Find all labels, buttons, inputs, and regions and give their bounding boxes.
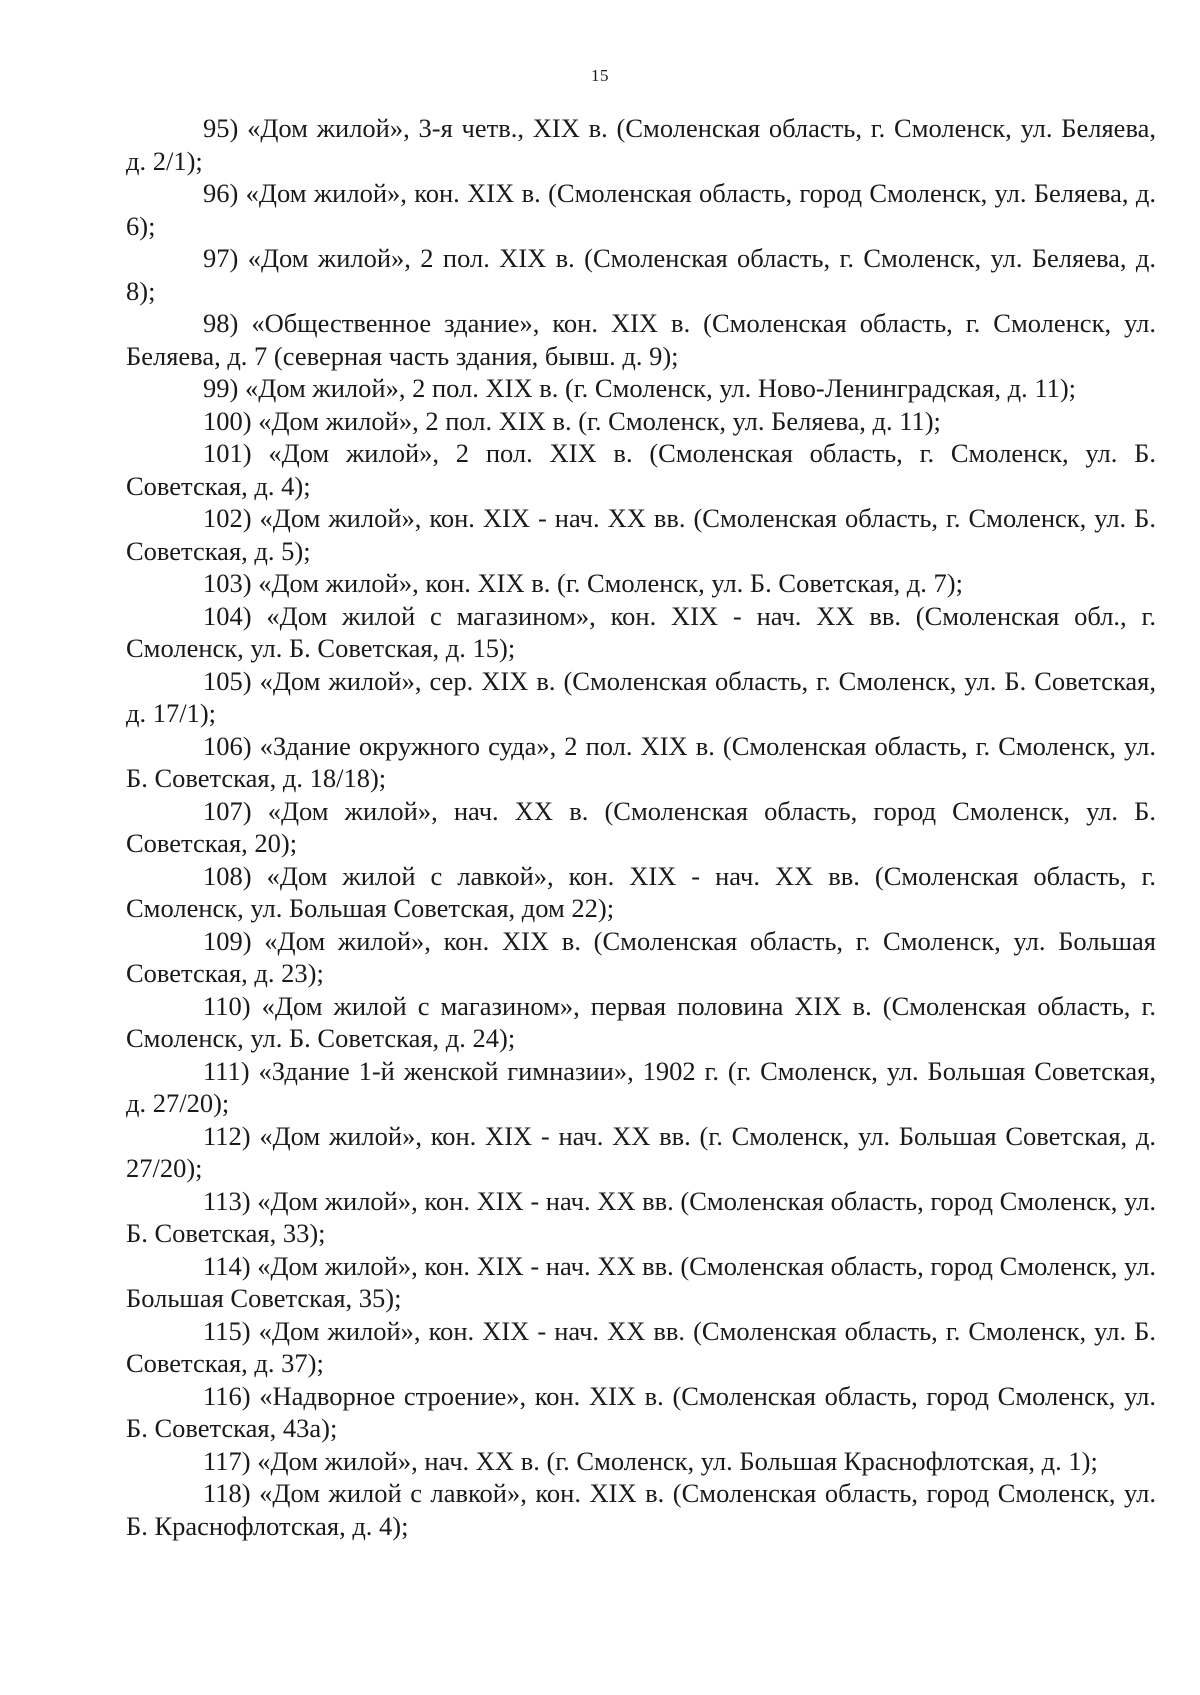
list-item: 106) «Здание окружного суда», 2 пол. XIX в. (Смоленская область, г. Смоленск, ул. Б. Советская, д. 18/18); [126,730,1156,793]
list-item: 117) «Дом жилой», нач. XX в. (г. Смоленск, ул. Большая Краснофлотская, д. 1); [203,1445,1098,1476]
list-item: 118) «Дом жилой с лавкой», кон. XIX в. (Смоленская область, город Смоленск, ул. Б. Краснофлотская, д. 4); [126,1478,1156,1541]
list-item: 99) «Дом жилой», 2 пол. XIX в. (г. Смоленск, ул. Ново-Ленинградская, д. 11); [203,373,1077,403]
list-item: 96) «Дом жилой», кон. XIX в. (Смоленская область, город Смоленск, ул. Беляева, д. 6); [126,178,1156,241]
list-item: 115) «Дом жилой», кон. XIX - нач. XX вв. (Смоленская область, г. Смоленск, ул. Б. Советская, д. 37); [126,1315,1156,1378]
list-item: 107) «Дом жилой», нач. XX в. (Смоленская область, город Смоленск, ул. Б. Советская, 20); [126,795,1156,858]
list-item: 114) «Дом жилой», кон. XIX - нач. XX вв. (Смоленская область, город Смоленск, ул. Большая Советская, 35); [126,1250,1156,1313]
list-item: 110) «Дом жилой с магазином», первая половина XIX в. (Смоленская область, г. Смоленск, ул. Б. Советская, д. 24); [126,990,1156,1053]
list-item: 102) «Дом жилой», кон. XIX - нач. XX вв. (Смоленская область, г. Смоленск, ул. Б. Советская, д. 5); [126,503,1156,566]
list-item: 111) «Здание 1-й женской гимназии», 1902 г. (г. Смоленск, ул. Большая Советская, д. 27/20); [126,1055,1156,1118]
list-item: 112) «Дом жилой», кон. XIX - нач. XX вв. (г. Смоленск, ул. Большая Советская, д. 27/20); [126,1120,1156,1183]
list-item: 98) «Общественное здание», кон. XIX в. (Смоленская область, г. Смоленск, ул. Беляева, д. 7 (северная часть здания, бывш. д. 9); [126,308,1156,371]
list-item: 105) «Дом жилой», сер. XIX в. (Смоленская область, г. Смоленск, ул. Б. Советская, д. 17/1); [126,665,1156,728]
list-item: 109) «Дом жилой», кон. XIX в. (Смоленская область, г. Смоленск, ул. Большая Советская, д. 23); [126,925,1156,988]
monument-list [126,112,1156,1542]
page-number: 15 [591,66,609,85]
list-item: 104) «Дом жилой с магазином», кон. XIX - нач. XX вв. (Смоленская обл., г. Смоленск, ул. Б. Советская, д. 15); [126,600,1156,663]
list-item: 113) «Дом жилой», кон. XIX - нач. XX вв. (Смоленская область, город Смоленск, ул. Б. Советская, 33); [126,1185,1156,1248]
list-item: 108) «Дом жилой с лавкой», кон. XIX - нач. XX вв. (Смоленская область, г. Смоленск, ул. Большая Советская, дом 22); [126,860,1156,923]
list-item: 97) «Дом жилой», 2 пол. XIX в. (Смоленская область, г. Смоленск, ул. Беляева, д. 8); [126,243,1156,306]
list-item: 101) «Дом жилой», 2 пол. XIX в. (Смоленская область, г. Смоленск, ул. Б. Советская, д. 4); [126,438,1156,501]
list-item: 100) «Дом жилой», 2 пол. XIX в. (г. Смоленск, ул. Беляева, д. 11); [203,405,941,436]
list-item: 95) «Дом жилой», 3-я четв., XIX в. (Смоленская область, г. Смоленск, ул. Беляева, д. 2/1); [126,113,1156,176]
list-item: 116) «Надворное строение», кон. XIX в. (Смоленская область, город Смоленск, ул. Б. Советская, 43а); [126,1380,1156,1443]
list-item: 103) «Дом жилой», кон. XIX в. (г. Смоленск, ул. Б. Советская, д. 7); [203,568,963,598]
